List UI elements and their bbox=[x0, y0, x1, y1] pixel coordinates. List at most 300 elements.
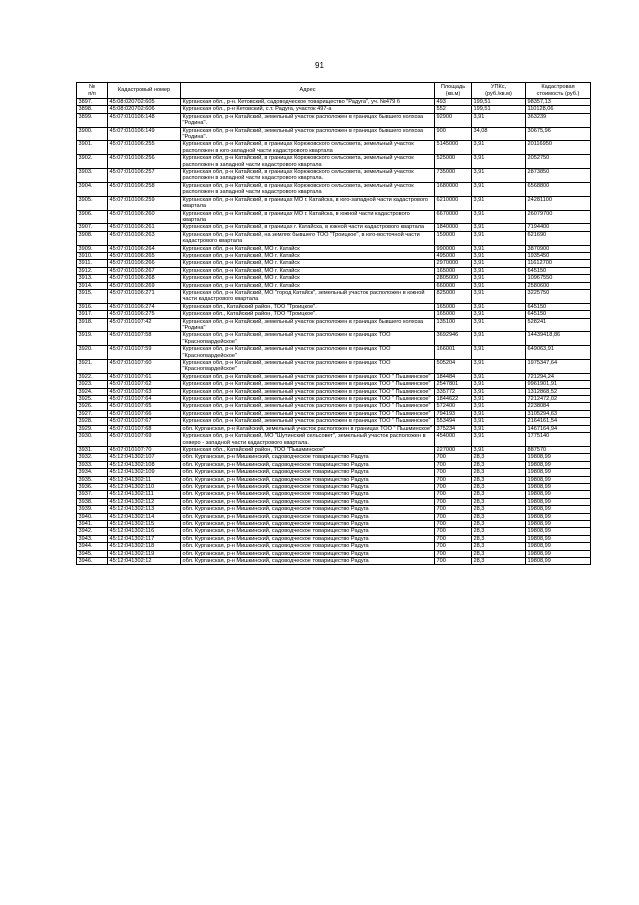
area-cell: 1844622 bbox=[435, 396, 472, 403]
address-cell: обл. Курганская, р-н Мишкинский, садоводческое товарищество Радуга bbox=[181, 461, 435, 468]
header-upks: УПКс, (руб./кв.м) bbox=[472, 83, 526, 99]
upks-cell: 28,3 bbox=[472, 520, 526, 527]
row-number: 3900. bbox=[77, 127, 108, 141]
table-row bbox=[77, 410, 591, 417]
cadastral-value-cell: 1775140 bbox=[526, 433, 591, 447]
address-cell: Курганская обл, р-н Катайский, земельный участок расположен в границах ТОО " Пьшминское" bbox=[181, 418, 435, 425]
cadastral-number-cell: 45:07:010107:68 bbox=[108, 425, 181, 432]
cadastral-value-cell: 19808,99 bbox=[526, 483, 591, 490]
table-row bbox=[77, 476, 591, 483]
table-row bbox=[77, 196, 591, 210]
cadastral-value-cell: 19808,99 bbox=[526, 498, 591, 505]
table-row bbox=[77, 498, 591, 505]
cadastral-value-cell: 19808,99 bbox=[526, 469, 591, 476]
table-row bbox=[77, 106, 591, 113]
table-row bbox=[77, 99, 591, 106]
area-cell: 505204 bbox=[435, 360, 472, 374]
area-cell: 700 bbox=[435, 528, 472, 535]
cadastral-value-cell: 10967550 bbox=[526, 275, 591, 282]
cadastral-number-cell: 45:07:010107:66 bbox=[108, 410, 181, 417]
address-cell: Курганская обл, р-н Катайский, МО "город Катайск", земельный участок расположен в южной части кадастрового квартала bbox=[181, 289, 435, 303]
area-cell: 2547801 bbox=[435, 381, 472, 388]
row-number: 3911. bbox=[77, 260, 108, 267]
upks-cell: 3,91 bbox=[472, 289, 526, 303]
table-header-row bbox=[77, 83, 591, 99]
table-row bbox=[77, 433, 591, 447]
upks-cell: 3,91 bbox=[472, 252, 526, 259]
cadastral-value-cell: 2873850 bbox=[526, 169, 591, 183]
table-row bbox=[77, 311, 591, 318]
header-area: Площадь (кв.м) bbox=[435, 83, 472, 99]
area-cell: 700 bbox=[435, 543, 472, 550]
table-row bbox=[77, 282, 591, 289]
address-cell: обл. Курганская, р-н Мишкинский, садоводческое товарищество Радуга bbox=[181, 558, 435, 565]
address-cell: Курганская обл, р-н Катайский, земельный участок расположен в границах ТОО " Пьшминское" bbox=[181, 396, 435, 403]
upks-cell: 3,91 bbox=[472, 346, 526, 360]
cadastral-number-cell: 45:07:010107:58 bbox=[108, 332, 181, 346]
row-number: 3910. bbox=[77, 252, 108, 259]
address-cell: Курганская обл, р-н Катайский, в границах МО г. Катайска, в южной части кадастрового квартала bbox=[181, 210, 435, 224]
address-cell: Курганская обл, р-н Катайский, земельный участок расположен в границах ТОО " Пьшминское" bbox=[181, 403, 435, 410]
cadastral-value-cell: 98357,13 bbox=[526, 99, 591, 106]
area-cell: 700 bbox=[435, 498, 472, 505]
table-row bbox=[77, 224, 591, 231]
header-cadastral-number: Кадастровый номер bbox=[108, 83, 181, 99]
table-row bbox=[77, 491, 591, 498]
row-number: 3928. bbox=[77, 418, 108, 425]
page-number: 91 bbox=[315, 61, 324, 70]
cadastral-value-cell: 19808,99 bbox=[526, 528, 591, 535]
table-row bbox=[77, 113, 591, 127]
address-cell: Курганская обл, р-н Катайский, земельный участок расположен в границах бывшего колхоза "Родина". bbox=[181, 113, 435, 127]
cadastral-value-cell: 110128,06 bbox=[526, 106, 591, 113]
row-number: 3933. bbox=[77, 461, 108, 468]
row-number: 3904. bbox=[77, 182, 108, 196]
table-row bbox=[77, 520, 591, 527]
upks-cell: 3,91 bbox=[472, 332, 526, 346]
row-number: 3913. bbox=[77, 275, 108, 282]
address-cell: Курганская обл, р-н Катайский, земельный участок расположен в границах ТОО "Красногвардейское" bbox=[181, 360, 435, 374]
address-cell: Курганская обл, р-н Катайский, МО г. Катайск bbox=[181, 245, 435, 252]
address-cell: обл. Курганская, р-н Мишкинский, садоводческое товарищество Радуга bbox=[181, 513, 435, 520]
row-number: 3927. bbox=[77, 410, 108, 417]
cadastral-value-cell: 1935450 bbox=[526, 252, 591, 259]
upks-cell: 3,91 bbox=[472, 282, 526, 289]
upks-cell: 28,3 bbox=[472, 558, 526, 565]
area-cell: 552 bbox=[435, 106, 472, 113]
area-cell: 375234 bbox=[435, 425, 472, 432]
upks-cell: 3,91 bbox=[472, 318, 526, 332]
table-row bbox=[77, 469, 591, 476]
address-cell: обл. Курганская, р-н Мишкинский, садоводческое товарищество Радуга bbox=[181, 506, 435, 513]
upks-cell: 3,91 bbox=[472, 224, 526, 231]
table-row bbox=[77, 267, 591, 274]
row-number: 3917. bbox=[77, 311, 108, 318]
cadastral-number-cell: 45:07:010106:148 bbox=[108, 113, 181, 127]
cadastral-number-cell: 45:07:010106:271 bbox=[108, 289, 181, 303]
address-cell: Курганская обл, р-н Катайский, в границах Корюковского сельсовета, земельный участок расположен в западной части кадастрового квартала bbox=[181, 155, 435, 169]
row-number: 3923. bbox=[77, 381, 108, 388]
area-cell: 2970000 bbox=[435, 260, 472, 267]
cadastral-value-cell: 528241 bbox=[526, 318, 591, 332]
area-cell: 493 bbox=[435, 99, 472, 106]
cadastral-value-cell: 19808,99 bbox=[526, 461, 591, 468]
cadastral-registry-table bbox=[76, 82, 591, 565]
cadastral-value-cell: 19808,99 bbox=[526, 506, 591, 513]
table-row bbox=[77, 513, 591, 520]
row-number: 3934. bbox=[77, 469, 108, 476]
row-number: 3908. bbox=[77, 231, 108, 245]
row-number: 3922. bbox=[77, 373, 108, 380]
cadastral-value-cell: 19808,99 bbox=[526, 491, 591, 498]
area-cell: 135100 bbox=[435, 318, 472, 332]
cadastral-number-cell: 45:12:041302:12 bbox=[108, 558, 181, 565]
cadastral-number-cell: 45:07:010106:256 bbox=[108, 155, 181, 169]
upks-cell: 3,91 bbox=[472, 113, 526, 127]
table-row bbox=[77, 210, 591, 224]
table-row bbox=[77, 506, 591, 513]
area-cell: 794193 bbox=[435, 410, 472, 417]
area-cell: 700 bbox=[435, 483, 472, 490]
cadastral-value-cell: 1467164,94 bbox=[526, 425, 591, 432]
upks-cell: 28,3 bbox=[472, 491, 526, 498]
table-row bbox=[77, 528, 591, 535]
address-cell: обл. Курганская, р-н Мишкинский, садоводческое товарищество Радуга bbox=[181, 498, 435, 505]
cadastral-value-cell: 645150 bbox=[526, 303, 591, 310]
area-cell: 335772 bbox=[435, 388, 472, 395]
table-row bbox=[77, 127, 591, 141]
row-number: 3918. bbox=[77, 318, 108, 332]
cadastral-number-cell: 45:07:010107:61 bbox=[108, 373, 181, 380]
area-cell: 900 bbox=[435, 127, 472, 141]
row-number: 3945. bbox=[77, 550, 108, 557]
area-cell: 1680000 bbox=[435, 182, 472, 196]
table-row bbox=[77, 425, 591, 432]
area-cell: 165000 bbox=[435, 303, 472, 310]
area-cell: 700 bbox=[435, 535, 472, 542]
cadastral-value-cell: 9961901,91 bbox=[526, 381, 591, 388]
cadastral-value-cell: 20116950 bbox=[526, 141, 591, 155]
row-number: 3899. bbox=[77, 113, 108, 127]
cadastral-value-cell: 19808,99 bbox=[526, 476, 591, 483]
cadastral-number-cell: 45:12:041302:111 bbox=[108, 491, 181, 498]
address-cell: Курганская обл, р-н Катайский, в границах Корюковского сельсовета, земельный участок расположен в западной части кадастрового квартала bbox=[181, 182, 435, 196]
address-cell: обл. Курганская, р-н Катайский, земельный участок расположен в границах ТОО " Пьшминское" bbox=[181, 425, 435, 432]
upks-cell: 3,91 bbox=[472, 396, 526, 403]
upks-cell: 28,3 bbox=[472, 543, 526, 550]
table-row bbox=[77, 252, 591, 259]
upks-cell: 199,51 bbox=[472, 99, 526, 106]
table-row bbox=[77, 155, 591, 169]
area-cell: 1840000 bbox=[435, 224, 472, 231]
table-row bbox=[77, 535, 591, 542]
upks-cell: 3,91 bbox=[472, 210, 526, 224]
upks-cell: 28,3 bbox=[472, 461, 526, 468]
area-cell: 92900 bbox=[435, 113, 472, 127]
row-number: 3921. bbox=[77, 360, 108, 374]
cadastral-number-cell: 45:08:020702:605 bbox=[108, 99, 181, 106]
cadastral-number-cell: 45:07:010106:268 bbox=[108, 275, 181, 282]
upks-cell: 3,91 bbox=[472, 388, 526, 395]
upks-cell: 3,91 bbox=[472, 433, 526, 447]
cadastral-number-cell: 45:07:010106:255 bbox=[108, 141, 181, 155]
row-number: 3919. bbox=[77, 332, 108, 346]
upks-cell: 3,91 bbox=[472, 141, 526, 155]
upks-cell: 3,91 bbox=[472, 381, 526, 388]
cadastral-number-cell: 45:12:041302:113 bbox=[108, 506, 181, 513]
address-cell: Курганская обл, р-н Катайский, земельный участок расположен в границах бывшего колхоза "Родина" bbox=[181, 318, 435, 332]
upks-cell: 3,91 bbox=[472, 155, 526, 169]
address-cell: Курганская обл, р-н Катайский, в границах Корюковского сельсовета, земельный участок расположен в западной части кадастрового квартала. bbox=[181, 169, 435, 183]
upks-cell: 3,91 bbox=[472, 303, 526, 310]
cadastral-number-cell: 45:07:010107:59 bbox=[108, 346, 181, 360]
address-cell: обл. Курганская, р-н Мишкинский, садоводческое товарищество Радуга bbox=[181, 491, 435, 498]
cadastral-value-cell: 3225750 bbox=[526, 289, 591, 303]
upks-cell: 28,3 bbox=[472, 454, 526, 461]
address-cell: Курганская обл, р-н Катайский, на землях бывшего ТОО "Троицкое", в юго-восточной части кадастрового квартала bbox=[181, 231, 435, 245]
cadastral-number-cell: 45:07:010106:149 bbox=[108, 127, 181, 141]
header-cadastral-value: Кадастровая стоимость (руб.) bbox=[526, 83, 591, 99]
area-cell: 525000 bbox=[435, 155, 472, 169]
cadastral-number-cell: 45:12:041302:114 bbox=[108, 513, 181, 520]
area-cell: 700 bbox=[435, 520, 472, 527]
cadastral-number-cell: 45:07:010106:261 bbox=[108, 224, 181, 231]
area-cell: 165000 bbox=[435, 267, 472, 274]
area-cell: 3692946 bbox=[435, 332, 472, 346]
table-row bbox=[77, 381, 591, 388]
row-number: 3912. bbox=[77, 267, 108, 274]
cadastral-value-cell: 645150 bbox=[526, 311, 591, 318]
address-cell: Курганская обл, р-н Катайский, в границах МО г. Катайска, в юго-западной части кадастрового квартала bbox=[181, 196, 435, 210]
area-cell: 6210000 bbox=[435, 196, 472, 210]
cadastral-value-cell: 19808,99 bbox=[526, 513, 591, 520]
table-row bbox=[77, 403, 591, 410]
cadastral-number-cell: 45:07:010106:267 bbox=[108, 267, 181, 274]
table-row bbox=[77, 346, 591, 360]
area-cell: 700 bbox=[435, 506, 472, 513]
cadastral-value-cell: 24281100 bbox=[526, 196, 591, 210]
cadastral-number-cell: 45:07:010107:60 bbox=[108, 360, 181, 374]
row-number: 3939. bbox=[77, 506, 108, 513]
row-number: 3932. bbox=[77, 454, 108, 461]
address-cell: Курганская обл., р-н. Кетовский, садоводческое товарищество "Радуга", уч. №479 б bbox=[181, 99, 435, 106]
area-cell: 159000 bbox=[435, 231, 472, 245]
row-number: 3930. bbox=[77, 433, 108, 447]
cadastral-value-cell: 645150 bbox=[526, 267, 591, 274]
cadastral-number-cell: 45:12:041302:108 bbox=[108, 461, 181, 468]
row-number: 3903. bbox=[77, 169, 108, 183]
upks-cell: 3,91 bbox=[472, 267, 526, 274]
row-number: 3926. bbox=[77, 403, 108, 410]
address-cell: Курганская обл., р-н Кетовский, с.т. Радуга, участок 497-а bbox=[181, 106, 435, 113]
cadastral-value-cell: 30675,96 bbox=[526, 127, 591, 141]
area-cell: 990000 bbox=[435, 245, 472, 252]
cadastral-value-cell: 887570 bbox=[526, 446, 591, 453]
row-number: 3925. bbox=[77, 396, 108, 403]
address-cell: обл. Курганская, р-н Мишкинский, садоводческое товарищество Радуга bbox=[181, 535, 435, 542]
row-number: 3941. bbox=[77, 520, 108, 527]
cadastral-number-cell: 45:07:010106:263 bbox=[108, 231, 181, 245]
upks-cell: 3,91 bbox=[472, 311, 526, 318]
table-row bbox=[77, 454, 591, 461]
upks-cell: 3,91 bbox=[472, 275, 526, 282]
cadastral-value-cell: 7212472,02 bbox=[526, 396, 591, 403]
cadastral-number-cell: 45:07:010107:63 bbox=[108, 388, 181, 395]
upks-cell: 3,91 bbox=[472, 446, 526, 453]
upks-cell: 28,3 bbox=[472, 498, 526, 505]
row-number: 3943. bbox=[77, 535, 108, 542]
upks-cell: 3,91 bbox=[472, 403, 526, 410]
address-cell: Курганская обл., Катайский район, ТОО "Троицкое". bbox=[181, 303, 435, 310]
address-cell: обл. Курганская, р-н Мишкинский, садоводческое товарищество Радуга bbox=[181, 483, 435, 490]
cadastral-number-cell: 45:07:010107:64 bbox=[108, 396, 181, 403]
cadastral-value-cell: 2164161,54 bbox=[526, 418, 591, 425]
table-row bbox=[77, 388, 591, 395]
area-cell: 825000 bbox=[435, 289, 472, 303]
cadastral-number-cell: 45:12:041302:112 bbox=[108, 498, 181, 505]
cadastral-value-cell: 11612700 bbox=[526, 260, 591, 267]
upks-cell: 3,91 bbox=[472, 260, 526, 267]
address-cell: обл. Курганская, р-н Мишкинский, садоводческое товарищество Радуга bbox=[181, 550, 435, 557]
address-cell: Курганская обл, р-н Катайский, земельный участок расположен в границах ТОО " Пьшминское" bbox=[181, 373, 435, 380]
address-cell: Курганская обл, р-н Катайский, МО "Шутинский сельсовет", земельный участок расположен в северо - западной части кадастрового квартала. bbox=[181, 433, 435, 447]
upks-cell: 3,91 bbox=[472, 360, 526, 374]
row-number: 3907. bbox=[77, 224, 108, 231]
area-cell: 700 bbox=[435, 469, 472, 476]
table-row bbox=[77, 260, 591, 267]
cadastral-number-cell: 45:07:010106:269 bbox=[108, 282, 181, 289]
upks-cell: 28,3 bbox=[472, 513, 526, 520]
cadastral-value-cell: 721294,24 bbox=[526, 373, 591, 380]
upks-cell: 28,3 bbox=[472, 469, 526, 476]
cadastral-value-cell: 1312868,52 bbox=[526, 388, 591, 395]
upks-cell: 28,3 bbox=[472, 483, 526, 490]
upks-cell: 199,51 bbox=[472, 106, 526, 113]
upks-cell: 3,91 bbox=[472, 196, 526, 210]
table-row bbox=[77, 169, 591, 183]
upks-cell: 3,91 bbox=[472, 169, 526, 183]
area-cell: 165000 bbox=[435, 311, 472, 318]
header-address: Адрес bbox=[181, 83, 435, 99]
address-cell: Курганская обл, р-н Катайский, земельный участок расположен в границах ТОО " Пьшминское" bbox=[181, 410, 435, 417]
table-row bbox=[77, 446, 591, 453]
table-row bbox=[77, 318, 591, 332]
row-number: 3920. bbox=[77, 346, 108, 360]
cadastral-number-cell: 45:07:010107:42 bbox=[108, 318, 181, 332]
cadastral-number-cell: 45:12:041302:115 bbox=[108, 520, 181, 527]
cadastral-number-cell: 45:12:041302:117 bbox=[108, 535, 181, 542]
area-cell: 660000 bbox=[435, 282, 472, 289]
table-row bbox=[77, 141, 591, 155]
cadastral-value-cell: 19808,99 bbox=[526, 454, 591, 461]
row-number: 3940. bbox=[77, 513, 108, 520]
area-cell: 454000 bbox=[435, 433, 472, 447]
row-number: 3936. bbox=[77, 483, 108, 490]
table-row bbox=[77, 373, 591, 380]
upks-cell: 28,3 bbox=[472, 506, 526, 513]
address-cell: Курганская обл, р-н Катайский, МО г. Катайск bbox=[181, 252, 435, 259]
cadastral-number-cell: 45:07:010107:70 bbox=[108, 446, 181, 453]
row-number: 3935. bbox=[77, 476, 108, 483]
cadastral-value-cell: 1975347,64 bbox=[526, 360, 591, 374]
row-number: 3906. bbox=[77, 210, 108, 224]
address-cell: Курганская обл, р-н Катайский, МО г. Катайск bbox=[181, 260, 435, 267]
cadastral-number-cell: 45:12:041302:109 bbox=[108, 469, 181, 476]
cadastral-value-cell: 19808,99 bbox=[526, 550, 591, 557]
row-number: 3902. bbox=[77, 155, 108, 169]
address-cell: обл. Курганская, р-н Мишкинский, садоводческое товарищество Радуга bbox=[181, 454, 435, 461]
table-row bbox=[77, 396, 591, 403]
address-cell: Курганская обл, р-н Катайский, земельный участок расположен в границах ТОО " Пьшминское" bbox=[181, 381, 435, 388]
upks-cell: 3,91 bbox=[472, 418, 526, 425]
table-row bbox=[77, 550, 591, 557]
row-number: 3901. bbox=[77, 141, 108, 155]
cadastral-value-cell: 26079700 bbox=[526, 210, 591, 224]
cadastral-value-cell: 7194400 bbox=[526, 224, 591, 231]
cadastral-value-cell: 14439418,86 bbox=[526, 332, 591, 346]
cadastral-number-cell: 45:07:010107:69 bbox=[108, 433, 181, 447]
row-number: 3937. bbox=[77, 491, 108, 498]
cadastral-number-cell: 45:07:010106:266 bbox=[108, 260, 181, 267]
cadastral-value-cell: 2238084 bbox=[526, 403, 591, 410]
area-cell: 6670000 bbox=[435, 210, 472, 224]
area-cell: 5145000 bbox=[435, 141, 472, 155]
row-number: 3914. bbox=[77, 282, 108, 289]
upks-cell: 3,91 bbox=[472, 245, 526, 252]
cadastral-number-cell: 45:12:041302:11 bbox=[108, 476, 181, 483]
table-row bbox=[77, 303, 591, 310]
table-row bbox=[77, 182, 591, 196]
cadastral-value-cell: 621690 bbox=[526, 231, 591, 245]
upks-cell: 28,3 bbox=[472, 535, 526, 542]
cadastral-value-cell: 2052750 bbox=[526, 155, 591, 169]
address-cell: Курганская обл, р-н Катайский, земельный участок расположен в границах ТОО "Красногвардейское" bbox=[181, 332, 435, 346]
cadastral-number-cell: 45:07:010106:259 bbox=[108, 196, 181, 210]
table-row bbox=[77, 275, 591, 282]
address-cell: Курганская обл., Катайский район, ТОО "Троицкое". bbox=[181, 311, 435, 318]
area-cell: 572400 bbox=[435, 403, 472, 410]
row-number: 3942. bbox=[77, 528, 108, 535]
upks-cell: 3,91 bbox=[472, 182, 526, 196]
upks-cell: 3,91 bbox=[472, 425, 526, 432]
address-cell: обл. Курганская, р-н Мишкинский, садоводческое товарищество Радуга bbox=[181, 520, 435, 527]
row-number: 3924. bbox=[77, 388, 108, 395]
address-cell: Курганская обл, р-н Катайский, МО г. Катайск bbox=[181, 282, 435, 289]
area-cell: 735000 bbox=[435, 169, 472, 183]
cadastral-number-cell: 45:07:010107:65 bbox=[108, 403, 181, 410]
row-number: 3946. bbox=[77, 558, 108, 565]
header-num: № п/п bbox=[77, 83, 108, 99]
cadastral-value-cell: 363239 bbox=[526, 113, 591, 127]
upks-cell: 3,91 bbox=[472, 410, 526, 417]
address-cell: обл. Курганская, р-н Мишкинский, садоводческое товарищество Радуга bbox=[181, 543, 435, 550]
address-cell: Курганская обл, р-н Катайский, МО г. Катайск bbox=[181, 267, 435, 274]
address-cell: Курганская обл, р-н Катайский, земельный участок расположен в границах ТОО " Пьшминское" bbox=[181, 388, 435, 395]
address-cell: обл. Курганская, р-н Мишкинский, садоводческое товарищество Радуга bbox=[181, 476, 435, 483]
cadastral-value-cell: 19808,99 bbox=[526, 535, 591, 542]
address-cell: обл. Курганская, р-н Мишкинский, садоводческое товарищество Радуга bbox=[181, 528, 435, 535]
cadastral-number-cell: 45:07:010106:265 bbox=[108, 252, 181, 259]
row-number: 3944. bbox=[77, 543, 108, 550]
cadastral-number-cell: 45:07:010106:260 bbox=[108, 210, 181, 224]
cadastral-number-cell: 45:07:010106:274 bbox=[108, 303, 181, 310]
upks-cell: 3,91 bbox=[472, 231, 526, 245]
cadastral-number-cell: 45:07:010106:257 bbox=[108, 169, 181, 183]
cadastral-number-cell: 45:12:041302:118 bbox=[108, 543, 181, 550]
upks-cell: 28,3 bbox=[472, 476, 526, 483]
cadastral-value-cell: 649063,91 bbox=[526, 346, 591, 360]
cadastral-value-cell: 19808,99 bbox=[526, 558, 591, 565]
